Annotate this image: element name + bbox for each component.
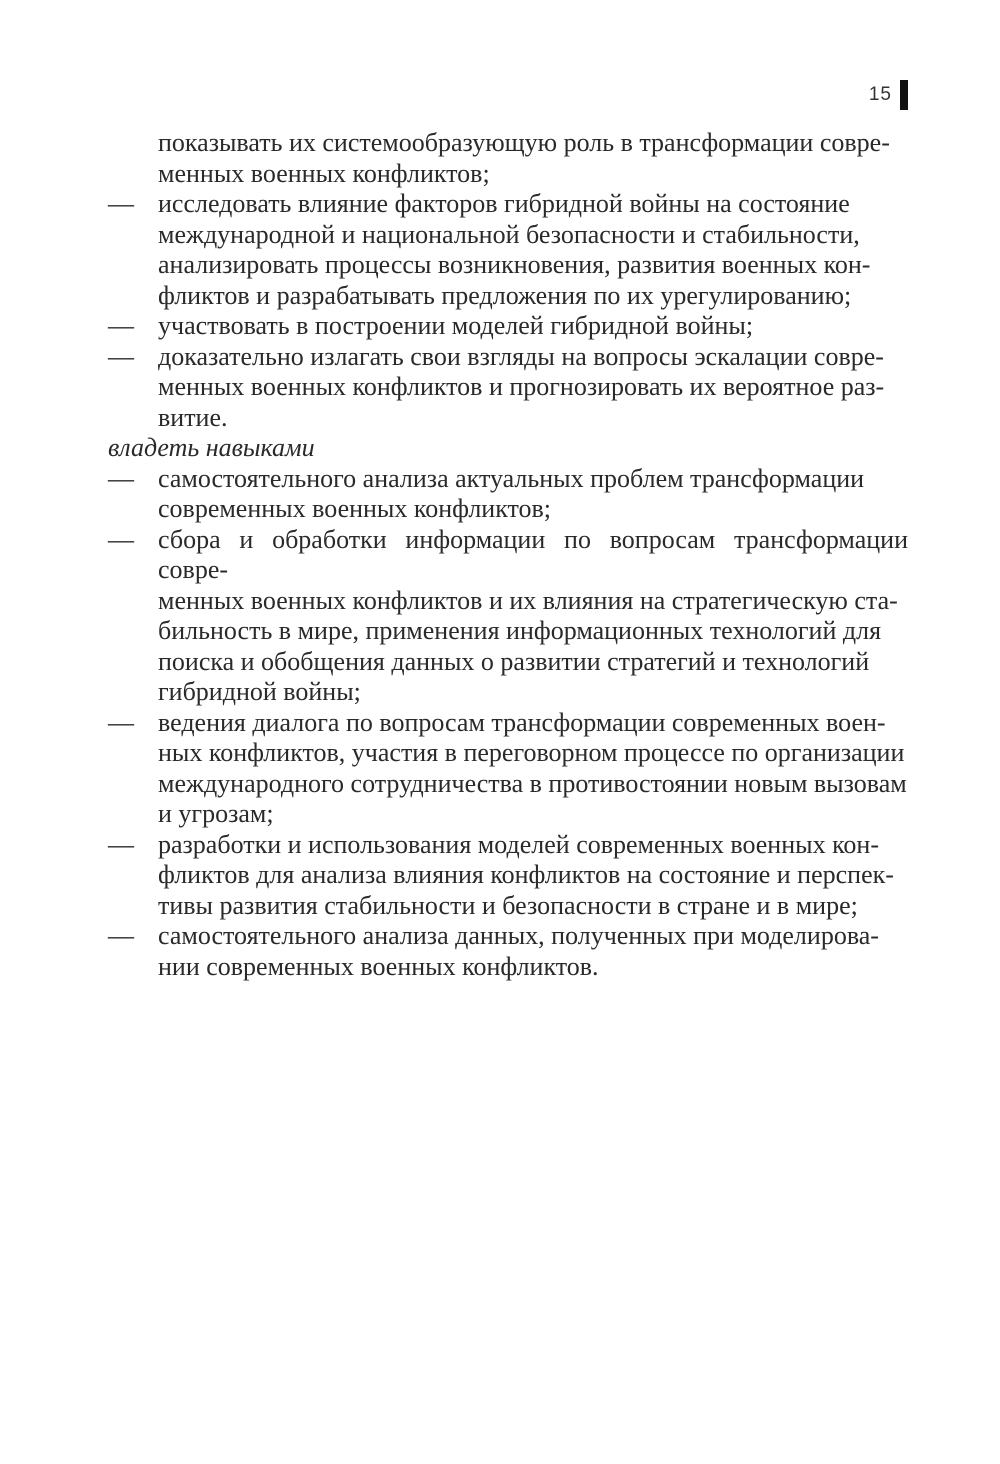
- list-item-text: [158, 921, 908, 982]
- text-line: международной и национальной безопасности и стабильности,: [158, 219, 860, 249]
- list-item: [108, 708, 908, 830]
- dash-bullet: —: [108, 463, 134, 493]
- list-item-text: [158, 342, 908, 434]
- page-marker-bar: [900, 80, 908, 110]
- text-line: менных военных конфликтов;: [158, 158, 490, 188]
- list-item-text: [158, 189, 908, 311]
- page-number: 15: [868, 84, 892, 105]
- dash-bullet: —: [108, 921, 134, 950]
- text-line: анализировать процессы возникновения, развития военных кон-: [158, 250, 871, 279]
- text-line: показывать их системообразующую роль в трансформации совре-: [158, 128, 890, 157]
- text-line: доказательно излагать свои взгляды на вопросы эскалации совре-: [158, 341, 884, 371]
- list-item: [108, 189, 908, 311]
- text-line: самостоятельного анализа данных, полученных при моделирова-: [158, 921, 879, 950]
- text-line: витие.: [158, 402, 228, 432]
- list-item-text: [158, 525, 908, 708]
- text-line: ведения диалога по вопросам трансформации современных воен-: [158, 707, 886, 737]
- text-line: поиска и обобщения данных о развитии стратегий и технологий: [158, 646, 870, 676]
- text-line: менных военных конфликтов и их влияния на стратегическую ста-: [158, 585, 898, 615]
- list-item: [108, 311, 908, 342]
- list-item-text: [158, 464, 908, 525]
- list-item: [108, 830, 908, 922]
- list-item-text: [158, 708, 908, 830]
- dash-bullet: —: [108, 189, 134, 218]
- page-body: [108, 128, 908, 982]
- dash-bullet: —: [108, 341, 134, 371]
- dash-bullet: —: [108, 829, 134, 859]
- dash-bullet: —: [108, 311, 134, 340]
- list-item: [108, 921, 908, 982]
- text-line: и угрозам;: [158, 799, 274, 828]
- dash-bullet: —: [108, 707, 134, 737]
- text-line: бильность в мире, применения информационных технологий для: [158, 616, 882, 645]
- text-line: фликтов для анализа влияния конфликтов на состояние и перспек-: [158, 860, 894, 889]
- text-line: тивы развития стабильности и безопасности в стране и в мире;: [158, 890, 858, 920]
- text-line: участвовать в построении моделей гибридной войны;: [158, 311, 754, 340]
- list-item: [108, 342, 908, 434]
- list-item-text: [158, 311, 908, 342]
- text-line: современных военных конфликтов;: [158, 494, 552, 523]
- intro-continuation: [108, 128, 908, 189]
- text-line: международного сотрудничества в противостоянии новым вызовам: [158, 768, 907, 798]
- page-number-block: [869, 80, 908, 110]
- text-line: разработки и использования моделей современных военных кон-: [158, 829, 879, 859]
- text-line: ных конфликтов, участия в переговорном процессе по организации: [158, 738, 905, 767]
- section-heading: владеть навыками: [108, 433, 315, 462]
- text-line: фликтов и разрабатывать предложения по их урегулированию;: [158, 280, 852, 310]
- text-line: сбора и обработки информации по вопросам трансформации совре-: [158, 524, 908, 584]
- text-line: исследовать влияние факторов гибридной войны на состояние: [158, 189, 850, 218]
- dash-bullet: —: [108, 524, 134, 554]
- list-item-text: [158, 830, 908, 922]
- text-line: нии современных военных конфликтов.: [158, 951, 599, 981]
- text-line: менных военных конфликтов и прогнозировать их вероятное раз-: [158, 372, 885, 401]
- list-item: [108, 525, 908, 708]
- list-item: [108, 464, 908, 525]
- text-line: самостоятельного анализа актуальных проблем трансформации: [158, 463, 865, 493]
- text-line: гибридной войны;: [158, 677, 361, 706]
